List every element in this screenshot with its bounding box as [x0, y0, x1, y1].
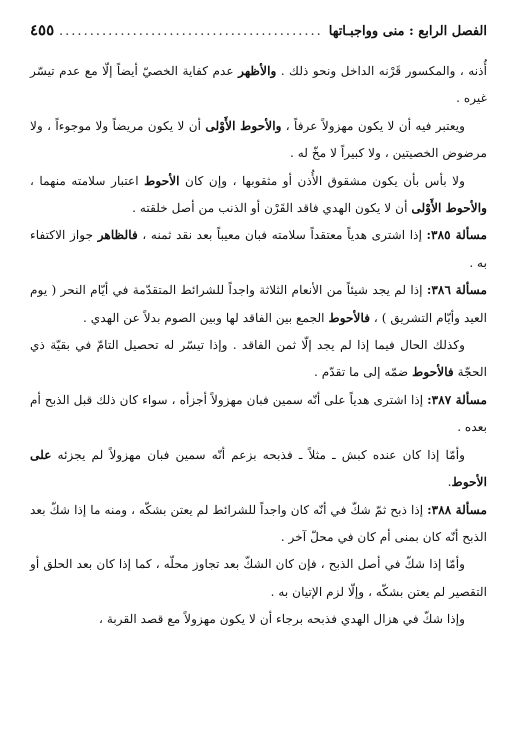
paragraph	[30, 606, 487, 633]
text-run: وأمّا إذا شكّ في أصل الذبح ، فإن كان الشكّ بعد تجاوز محلّه ، كما إذا كان بعد الحلق أو التقصير لم يعتن بشكّه ، وإلّا لزم الإتيان به .	[30, 557, 487, 599]
text-run: إذا اشترى هدياً على أنّه سمين فبان مهزولاً أجزأه ، سواء كان ذلك قبل الذبح أم بعده .	[30, 392, 487, 435]
text-run: إذا لم يجد شيئاً من الأنعام الثلاثة واجداً للشرائط المتقدّمة في أيّام النحر ( يوم العيد وأيّام التشريق ) ،	[30, 283, 487, 325]
paragraph	[30, 387, 487, 442]
text-run: وأمّا إذا كان عنده كبش ـ مثلاً ـ فذبحه بزعم أنّه سمين فبان مهزولاً لم يجزئه	[51, 447, 465, 462]
chapter-title: الفصل الرابع : منى وواجبـاتها	[328, 24, 487, 39]
text-run: أن لا يكون مريضاً ولا موجوءاً ، ولا مرضوض الخصيتين ، ولا كبيراً لا مخّ له .	[30, 118, 487, 161]
text-run: عدم كفاية الخصيّ أيضاً إلّا مع عدم تيسّر غيره .	[30, 64, 487, 106]
page-number: ٤٥٥	[30, 21, 55, 39]
bold-term: فالظاهر	[97, 228, 138, 243]
bold-term: فالأحوط	[412, 365, 454, 380]
text-run: الجمع بين الفاقد لها وبين الصوم بدلاً عن الهدي .	[83, 310, 329, 325]
paragraph	[30, 168, 487, 223]
bold-term: والأحوط الأَوْلى	[411, 201, 487, 216]
text-run: جواز الاكتفاء به .	[30, 228, 487, 270]
bold-term: مسألة ٣٨٧:	[427, 392, 488, 407]
header-leader-dots	[60, 20, 323, 44]
paragraph	[30, 58, 487, 113]
bold-term: مسألة ٣٨٥:	[426, 228, 487, 243]
bold-term: على الأحوط	[30, 447, 487, 490]
bold-term: الأحوط	[144, 173, 180, 188]
paragraph	[30, 442, 487, 497]
text-run: ويعتبر فيه أن لا يكون مهزولاً عرفاً ،	[281, 118, 465, 133]
paragraph	[30, 277, 487, 332]
text-run: وكذلك الحال فيما إذا لم يجد إلّا ثمن الفاقد . وإذا تيسّر له تحصيل التامّ في بقيّة ذي الحجّة	[30, 338, 487, 380]
text-run: أُذنه ، والمكسور قَرْنه الداخل ونحو ذلك .	[276, 64, 487, 78]
bold-term: والأحوط الأَوْلى	[205, 118, 282, 133]
paragraph	[30, 222, 487, 277]
paragraph	[30, 113, 487, 168]
paragraph	[30, 551, 487, 606]
text-run: وإذا شكّ في هزال الهدي فذبحه برجاء أن لا يكون مهزولاً مع قصد القربة ،	[99, 612, 465, 627]
page-body	[30, 58, 487, 634]
text-run: اعتبار سلامته منهما ،	[30, 173, 145, 188]
paragraph	[30, 497, 487, 552]
text-run: ولا بأس بأن يكون مشقوق الأُذن أو مثقوبها ، وإن كان	[179, 173, 465, 188]
text-run: .	[447, 475, 452, 490]
bold-term: فالأحوط	[328, 310, 371, 325]
paragraph	[30, 332, 487, 387]
text-run: إذا اشترى هدياً معتقداً سلامته فبان معيباً بعد نقد ثمنه ،	[137, 228, 427, 243]
text-run: ضمّه إلى ما تقدّم .	[313, 365, 413, 380]
text-run: أن لا يكون الهدي فاقد القَرْن أو الذنب من أصل خلقته .	[132, 201, 412, 216]
bold-term: والأظهر	[238, 64, 277, 78]
running-header	[30, 18, 487, 42]
text-run: إذا ذبح ثمّ شكّ في أنّه كان واجداً للشرائط لم يعتن بشكّه ، ومنه ما إذا شكّ بعد الذبح أنّه كان بمنى أم كان في محلّ آخر .	[30, 502, 487, 544]
bold-term: مسألة ٣٨٨:	[427, 502, 487, 517]
bold-term: مسألة ٣٨٦:	[426, 283, 488, 298]
